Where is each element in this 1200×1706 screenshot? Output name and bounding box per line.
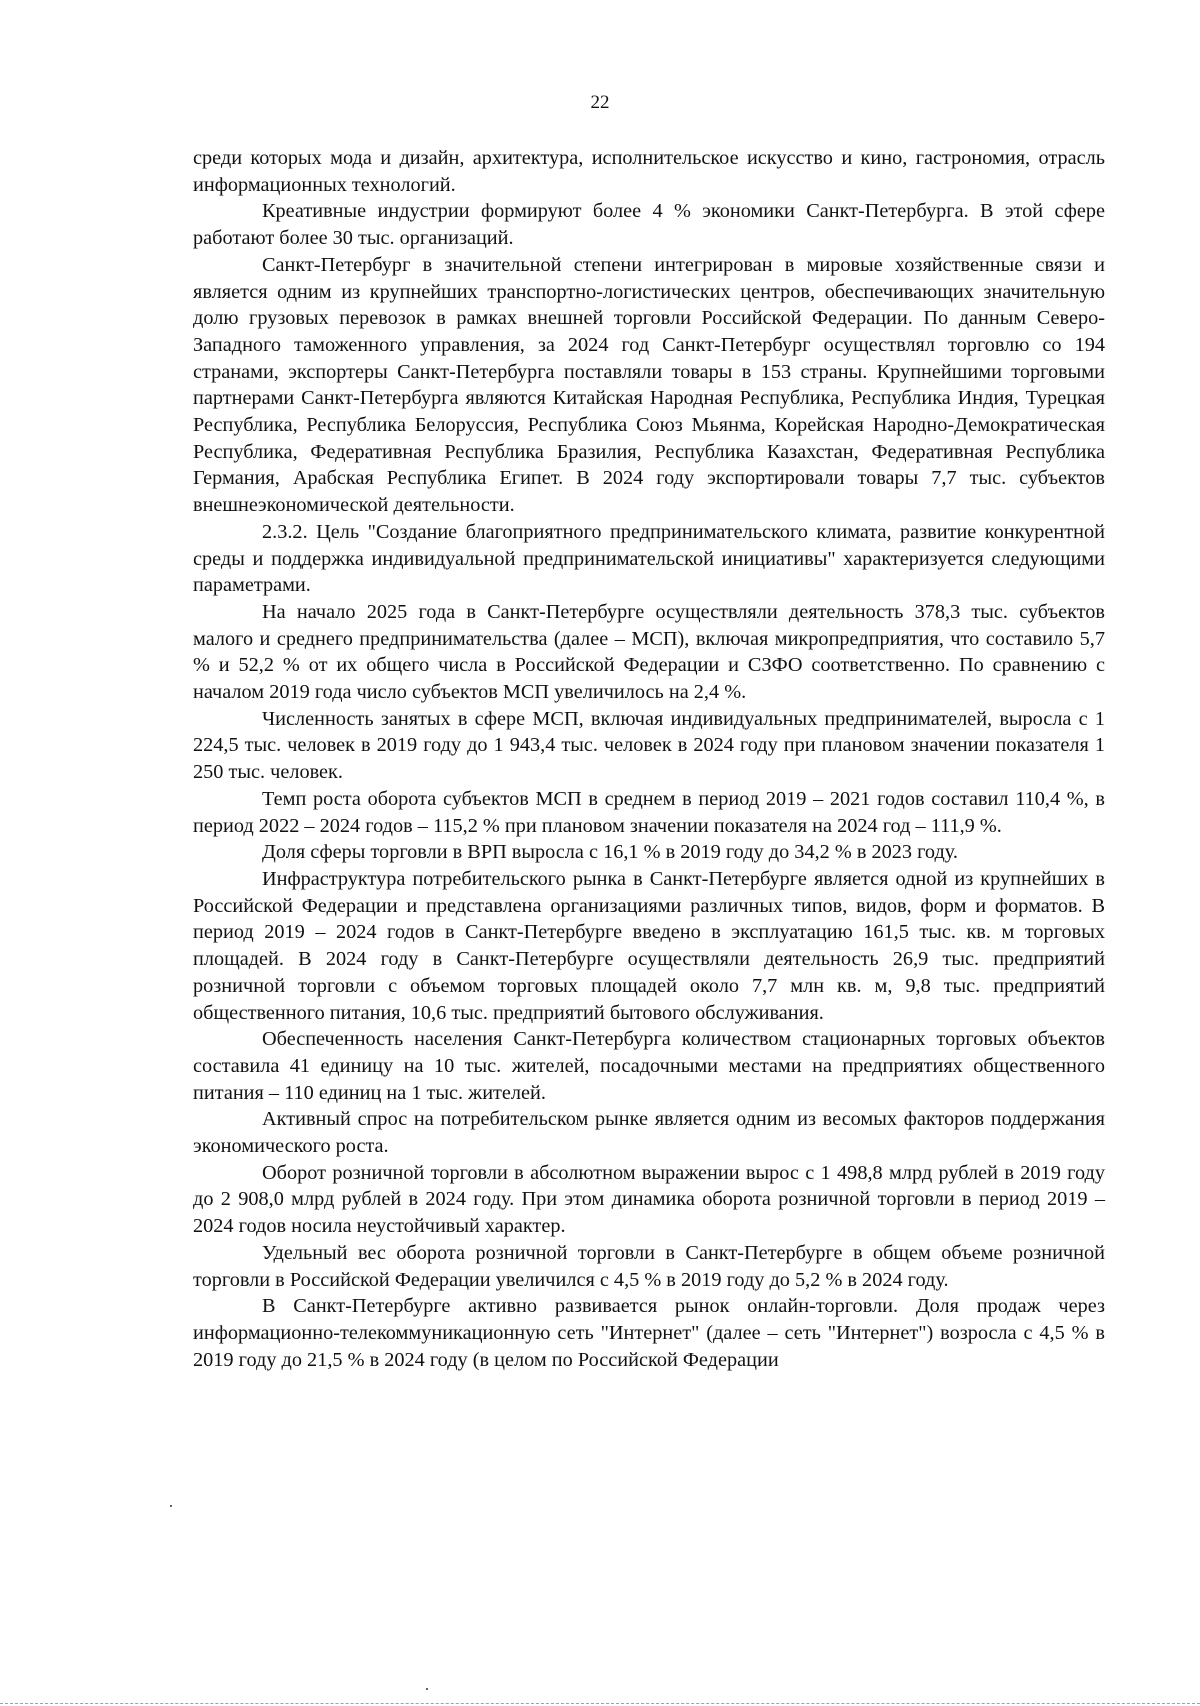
scan-speck: [426, 1688, 428, 1690]
paragraph-consumer-infrastructure: Инфраструктура потребительского рынка в Санкт-Петербурге является одной из крупнейших в Российской Федерации и представлена организациями различных типов, видов, форм и форматов. В период 2019 – 2024 годов в Санкт-Петербурге введено в эксплуатацию 161,5 тыс. кв. м торговых площадей. В 2024 году в Санкт-Петербурге осуществляли деятельность 26,9 тыс. предприятий розничной торговли с объемом торговых площадей около 7,7 млн кв. м, 9,8 тыс. предприятий общественного питания, 10,6 тыс. предприятий бытового обслуживания.: [193, 867, 1105, 1024]
paragraph-online-trade: В Санкт-Петербурге активно развивается рынок онлайн-торговли. Доля продаж через информационно-телекоммуникационную сеть "Интернет" (далее – сеть "Интернет") возросла с 4,5 % в 2019 году до 21,5 % в 2024 году (в целом по Российской Федерации: [193, 1295, 1105, 1371]
paragraph-sme-turnover: Темп роста оборота субъектов МСП в среднем в период 2019 – 2021 годов составил 110,4 %, в период 2022 – 2024 годов – 115,2 % при плановом значении показателя на 2024 год – 111,9 %.: [193, 787, 1105, 837]
scan-speck: [170, 1505, 172, 1507]
paragraph-sme-count: На начало 2025 года в Санкт-Петербурге осуществляли деятельность 378,3 тыс. субъектов малого и среднего предпринимательства (далее – МСП), включая микропредприятия, что составило 5,7 % и 52,2 % от их общего числа в Российской Федерации и СЗФО соответственно. По сравнению с началом 2019 года число субъектов МСП увеличилось на 2,4 %.: [193, 600, 1105, 704]
paragraph-foreign-trade: Санкт-Петербург в значительной степени интегрирован в мировые хозяйственные связи и является одним из крупнейших транспортно-логистических центров, обеспечивающих значительную долю грузовых перевозок в рамках внешней торговли Российской Федерации. По данным Северо-Западного таможенного управления, за 2024 год Санкт-Петербург осуществлял торговлю со 194 странами, экспортеры Санкт-Петербурга поставляли товары в 153 страны. Крупнейшими торговыми партнерами Санкт-Петербурга являются Китайская Народная Республика, Республика Индия, Турецкая Республика, Республика Белоруссия, Республика Союз Мьянма, Корейская Народно-Демократическая Республика, Федеративная Республика Бразилия, Республика Казахстан, Федеративная Республика Германия, Арабская Республика Египет. В 2024 году экспортировали товары 7,7 тыс. субъектов внешнеэкономической деятельности.: [193, 253, 1105, 517]
scan-border-line: [0, 1703, 1200, 1704]
paragraph-retail-provision: Обеспеченность населения Санкт-Петербурга количеством стационарных торговых объектов составила 41 единицу на 10 тыс. жителей, посадочными местами на предприятиях общественного питания – 110 единиц на 1 тыс. жителей.: [193, 1028, 1105, 1104]
paragraph-retail-share: Удельный вес оборота розничной торговли в Санкт-Петербурге в общем объеме розничной торговли в Российской Федерации увеличился с 4,5 % в 2019 году до 5,2 % в 2024 году.: [193, 1241, 1105, 1291]
paragraph-creative-industries: Креативные индустрии формируют более 4 % экономики Санкт-Петербурга. В этой сфере работают более 30 тыс. организаций.: [193, 200, 1105, 250]
page-number: 22: [590, 92, 610, 113]
paragraph-retail-turnover: Оборот розничной торговли в абсолютном выражении вырос с 1 498,8 млрд рублей в 2019 году до 2 908,0 млрд рублей в 2024 году. При этом динамика оборота розничной торговли в период 2019 – 2024 годов носила неустойчивый характер.: [193, 1161, 1105, 1238]
paragraph-goal-2-3-2: 2.3.2. Цель "Создание благоприятного предпринимательского климата, развитие конкурентной среды и поддержка индивидуальной предпринимательской инициативы" характеризуется следующими параметрами.: [193, 520, 1105, 597]
paragraph-consumer-demand: Активный спрос на потребительском рынке является одним из весомых факторов поддержания экономического роста.: [193, 1108, 1105, 1158]
document-body: [193, 145, 1105, 1373]
paragraph-continuation: среди которых мода и дизайн, архитектура, исполнительское искусство и кино, гастрономия, отрасль информационных технологий.: [193, 147, 1105, 196]
paragraph-sme-employment: Численность занятых в сфере МСП, включая индивидуальных предпринимателей, выросла с 1 224,5 тыс. человек в 2019 году до 1 943,4 тыс. человек в 2024 году при плановом значении показателя 1 250 тыс. человек.: [193, 707, 1105, 784]
paragraph-trade-share-grp: Доля сферы торговли в ВРП выросла с 16,1 % в 2019 году до 34,2 % в 2023 году.: [262, 841, 958, 864]
